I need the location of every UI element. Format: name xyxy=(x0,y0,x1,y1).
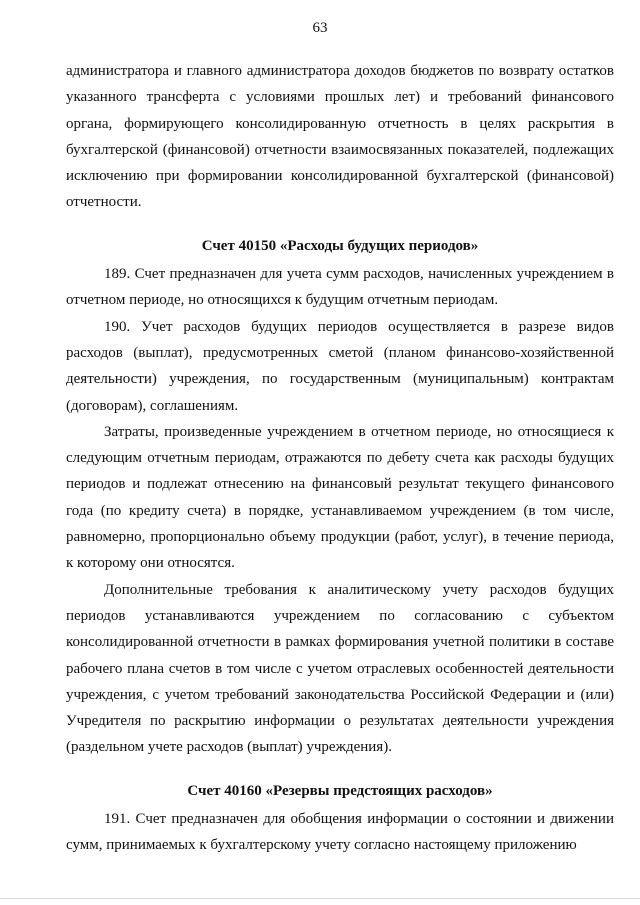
paragraph-costs: Затраты, произведенные учреждением в отчетном периоде, но относящиеся к следующим отчетным периодам, отражаются по дебету счета как расходы будущих периодов и подлежат отнесению на финансовый результат текущего финансового года (по кредиту счета) в порядке, устанавливаемом учреждением (в том числе, равномерно, пропорционально объему продукции (работ, услуг), в течение периода, к которому они относятся. xyxy=(66,423,614,572)
page-bottom-divider xyxy=(0,898,640,899)
paragraph-191: 191. Счет предназначен для обобщения информации о состоянии и движении сумм, принимаемых к бухгалтерскому учету согласно настоящему приложению xyxy=(66,811,614,854)
paragraph-190: 190. Учет расходов будущих периодов осуществляется в разрезе видов расходов (выплат), предусмотренных сметой (планом финансово-хозяйственной деятельности) учреждения, по государственным (муниципальным) контрактам (договорам), соглашениям. xyxy=(66,318,614,414)
section-heading-40160: Счет 40160 «Резервы предстоящих расходов» xyxy=(187,782,493,799)
section-heading-40150: Счет 40150 «Расходы будущих периодов» xyxy=(201,237,479,254)
paragraph-189: 189. Счет предназначен для учета сумм расходов, начисленных учреждением в отчетном периоде, но относящихся к будущим отчетным периодам. xyxy=(66,266,614,309)
paragraph-continuation: администратора и главного администратора доходов бюджетов по возврату остатков указанного трансферта с условиями прошлых лет) и требований финансового органа, формирующего консолидированную отчетность в целях раскрытия в бухгалтерской (финансовой) отчетности взаимосвязанных показателей, подлежащих исключению при формировании консолидированной бухгалтерской (финансовой) отчетности. xyxy=(66,63,614,211)
paragraph-additional-requirements: Дополнительные требования к аналитическому учету расходов будущих периодов устанавливаются учреждением по согласованию с субъектом консолидированной отчетности в рамках формирования учетной политики в составе рабочего плана счетов в том числе с учетом отраслевых особенностей деятельности учреждения, с учетом требований законодательства Российской Федерации и (или) Учредителя по раскрытию информации о результатах деятельности учреждения (раздельном учете расходов (выплат) учреждения). xyxy=(66,581,614,756)
document-body xyxy=(66,58,614,859)
page-number: 63 xyxy=(312,20,328,36)
